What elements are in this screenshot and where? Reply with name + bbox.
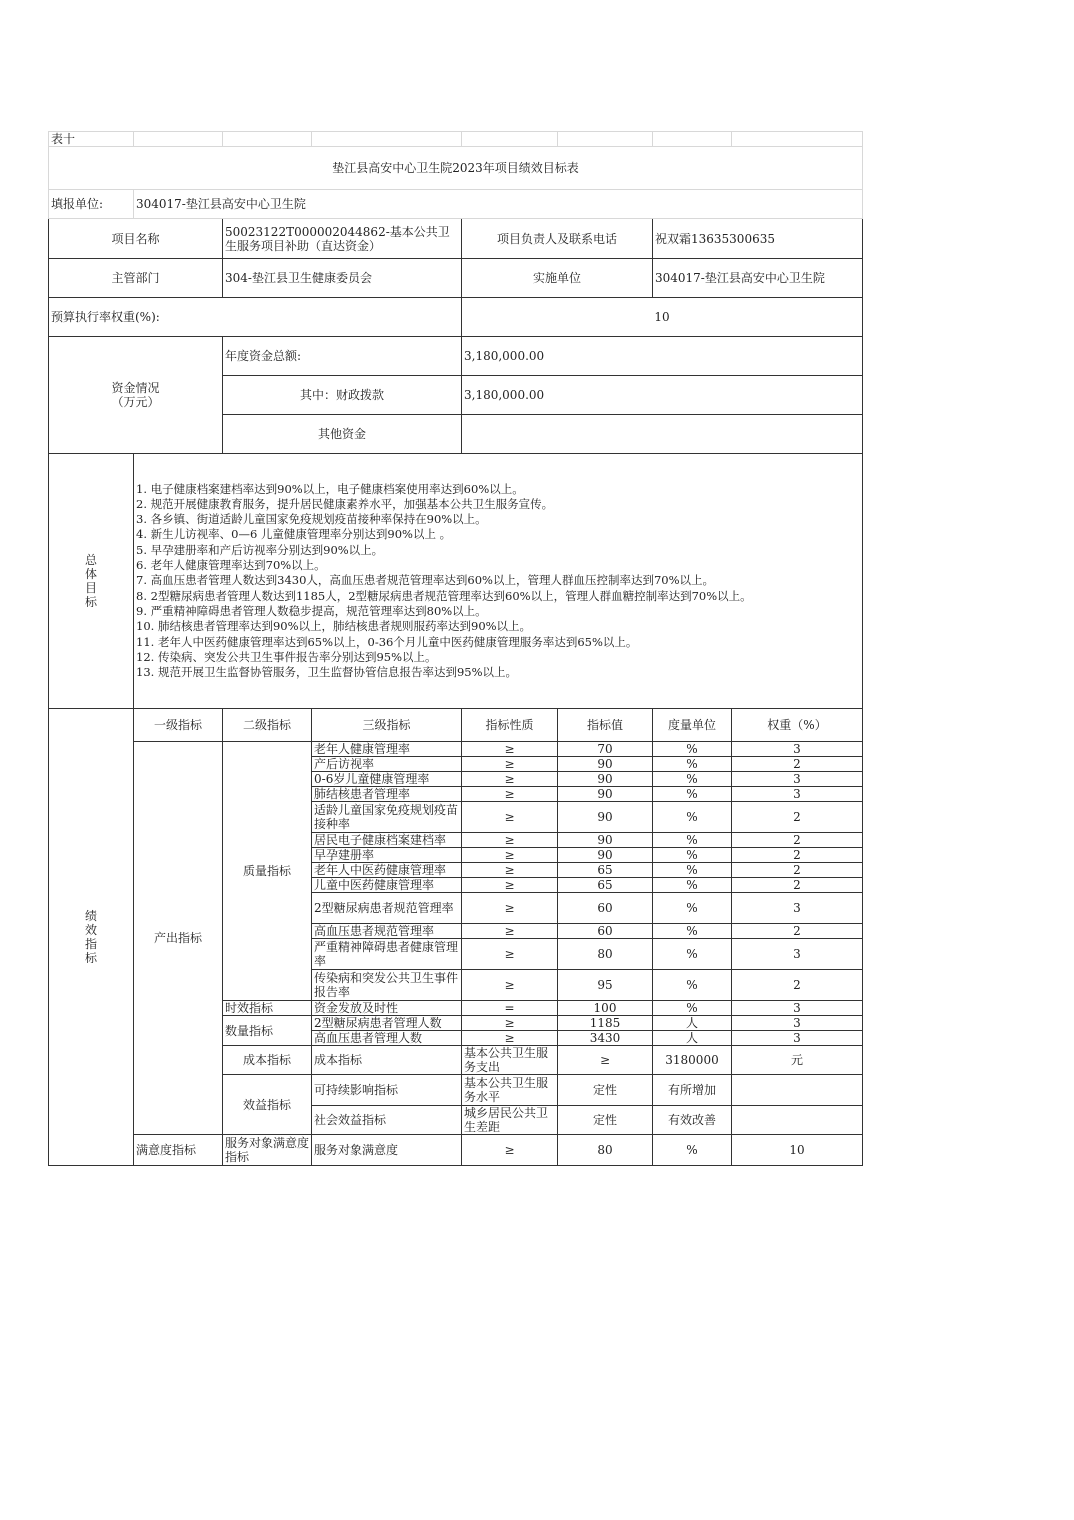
row-name: 0-6岁儿童健康管理率 — [312, 772, 462, 787]
level2-time: 时效指标 — [223, 1001, 312, 1016]
level1-satisfaction: 满意度指标 — [134, 1135, 223, 1166]
row-unit: % — [653, 878, 732, 893]
row-name: 城乡居民公共卫生差距 — [462, 1106, 558, 1135]
row-value: 90 — [558, 833, 653, 848]
row-unit: % — [653, 1135, 732, 1166]
level1-benefit: 效益指标 — [223, 1075, 312, 1135]
impl-value: 304017-垫江县高安中心卫生院 — [653, 259, 863, 298]
row-weight: 3 — [732, 787, 863, 802]
dept-value: 304-垫江县卫生健康委员会 — [223, 259, 462, 298]
row-name: 老年人健康管理率 — [312, 742, 462, 757]
row-value: 70 — [558, 742, 653, 757]
row-unit: % — [653, 802, 732, 833]
row-weight: 3 — [732, 1001, 863, 1016]
goal-item: 5. 早孕建册率和产后访视率分别达到90%以上。 — [136, 542, 384, 557]
funds-fiscal-value: 3,180,000.00 — [462, 376, 863, 415]
row-weight: 2 — [732, 878, 863, 893]
row-weight: 2 — [732, 970, 863, 1001]
row-weight: 3 — [732, 772, 863, 787]
row-value: 90 — [558, 757, 653, 772]
budget-weight-value: 10 — [462, 298, 863, 337]
row-value: 1185 — [558, 1016, 653, 1031]
row-value: 90 — [558, 787, 653, 802]
row-nature: ≥ — [462, 863, 558, 878]
filler-value: 304017-垫江县高安中心卫生院 — [134, 190, 863, 219]
dept-label: 主管部门 — [49, 259, 223, 298]
row-name: 2型糖尿病患者管理人数 — [312, 1016, 462, 1031]
row-weight: 3 — [732, 893, 863, 924]
funds-total-label: 年度资金总额: — [223, 337, 462, 376]
row-nature: ≥ — [462, 1135, 558, 1166]
row-name: 服务对象满意度 — [312, 1135, 462, 1166]
row-value: 90 — [558, 848, 653, 863]
row-name: 适龄儿童国家免疫规划疫苗接种率 — [312, 802, 462, 833]
row-nature: ≥ — [558, 1046, 653, 1075]
funds-other-label: 其他资金 — [223, 415, 462, 454]
row-unit: % — [653, 833, 732, 848]
funds-fiscal-label: 其中：财政拨款 — [223, 376, 462, 415]
row-nature: ≥ — [462, 757, 558, 772]
row-unit: % — [653, 1001, 732, 1016]
goal-item: 7. 高血压患者管理人数达到3430人，高血压患者规范管理率达到60%以上，管理人群血压控制率达到70%以上。 — [136, 573, 715, 588]
goal-item: 2. 规范开展健康教育服务，提升居民健康素养水平，加强基本公共卫生服务宣传。 — [136, 496, 554, 511]
funds-label — [49, 337, 223, 454]
row-unit — [732, 1075, 863, 1106]
row-name: 产后访视率 — [312, 757, 462, 772]
row-value: 3180000 — [653, 1046, 732, 1075]
row-value: 90 — [558, 802, 653, 833]
row-weight: 3 — [732, 939, 863, 970]
page-title: 垫江县高安中心卫生院2023年项目绩效目标表 — [49, 147, 863, 190]
row-unit: % — [653, 924, 732, 939]
performance-table — [48, 131, 863, 1166]
header-level3: 三级指标 — [312, 709, 462, 742]
row-unit: % — [653, 970, 732, 1001]
performance-target-sheet — [48, 131, 862, 1166]
funds-label-line1: 资金情况 — [111, 381, 160, 395]
row-nature: ≥ — [462, 787, 558, 802]
row-value: 80 — [558, 939, 653, 970]
level2-quantity: 数量指标 — [223, 1016, 312, 1046]
row-weight: 2 — [732, 757, 863, 772]
project-owner-value: 祝双霜13635300635 — [653, 219, 863, 259]
row-nature: ≥ — [462, 1016, 558, 1031]
row-weight: 2 — [732, 848, 863, 863]
indicator-side-label: 绩 效 指 标 — [49, 709, 134, 1166]
filler-label: 填报单位: — [49, 190, 134, 219]
row-nature: ≥ — [462, 1031, 558, 1046]
row-name: 传染病和突发公共卫生事件报告率 — [312, 970, 462, 1001]
row-weight: 2 — [732, 924, 863, 939]
row-unit: % — [653, 772, 732, 787]
row-name: 高血压患者管理人数 — [312, 1031, 462, 1046]
funds-total-value: 3,180,000.00 — [462, 337, 863, 376]
level2-quality: 质量指标 — [223, 742, 312, 1001]
row-weight: 2 — [732, 863, 863, 878]
row-name: 儿童中医药健康管理率 — [312, 878, 462, 893]
funds-label-line2: （万元） — [111, 395, 160, 409]
goal-list — [134, 454, 863, 709]
project-name-label: 项目名称 — [49, 219, 223, 259]
row-unit: % — [653, 787, 732, 802]
row-value: 65 — [558, 878, 653, 893]
row-nature: ≥ — [462, 772, 558, 787]
row-name: 肺结核患者管理率 — [312, 787, 462, 802]
row-value: 90 — [558, 772, 653, 787]
budget-weight-label: 预算执行率权重(%): — [49, 298, 462, 337]
goal-item: 9. 严重精神障碍患者管理人数稳步提高，规范管理率达到80%以上。 — [136, 603, 487, 618]
goal-item: 13. 规范开展卫生监督协管服务，卫生监督协管信息报告率达到95%以上。 — [136, 665, 518, 680]
row-name: 资金发放及时性 — [312, 1001, 462, 1016]
row-nature: 定性 — [558, 1075, 653, 1106]
header-value: 指标值 — [558, 709, 653, 742]
goal-item: 1. 电子健康档案建档率达到90%以上，电子健康档案使用率达到60%以上。 — [136, 481, 524, 496]
row-name: 高血压患者规范管理率 — [312, 924, 462, 939]
row-unit: 人 — [653, 1031, 732, 1046]
row-nature: ≥ — [462, 833, 558, 848]
row-nature: ≥ — [462, 970, 558, 1001]
row-weight: 3 — [732, 742, 863, 757]
funds-other-value — [462, 415, 863, 454]
header-weight: 权重（%） — [732, 709, 863, 742]
row-value: 60 — [558, 893, 653, 924]
row-weight: 10 — [732, 1135, 863, 1166]
row-value: 80 — [558, 1135, 653, 1166]
row-unit: % — [653, 757, 732, 772]
row-name: 2型糖尿病患者规范管理率 — [312, 893, 462, 924]
row-nature: ≥ — [462, 742, 558, 757]
row-unit: % — [653, 893, 732, 924]
row-value: 有效改善 — [653, 1106, 732, 1135]
row-nature: ≥ — [462, 939, 558, 970]
level2-sustain: 可持续影响指标 — [312, 1075, 462, 1106]
project-name-value: 50023122T000002044862-基本公共卫生服务项目补助（直达资金） — [223, 219, 462, 259]
row-nature: ≥ — [462, 848, 558, 863]
header-nature: 指标性质 — [462, 709, 558, 742]
row-nature: = — [462, 1001, 558, 1016]
level1-cost: 成本指标 — [223, 1046, 312, 1075]
row-nature: 定性 — [558, 1106, 653, 1135]
row-value: 60 — [558, 924, 653, 939]
row-value: 有所增加 — [653, 1075, 732, 1106]
row-unit: % — [653, 863, 732, 878]
row-value: 100 — [558, 1001, 653, 1016]
impl-label: 实施单位 — [462, 259, 653, 298]
project-owner-label: 项目负责人及联系电话 — [462, 219, 653, 259]
row-value: 3430 — [558, 1031, 653, 1046]
row-name: 老年人中医药健康管理率 — [312, 863, 462, 878]
header-unit: 度量单位 — [653, 709, 732, 742]
row-weight: 2 — [732, 833, 863, 848]
row-weight: 3 — [732, 1031, 863, 1046]
goal-item: 6. 老年人健康管理率达到70%以上。 — [136, 558, 326, 573]
row-nature: ≥ — [462, 924, 558, 939]
goal-item: 10. 肺结核患者管理率达到90%以上，肺结核患者规则服药率达到90%以上。 — [136, 619, 532, 634]
header-level2: 二级指标 — [223, 709, 312, 742]
level1-output: 产出指标 — [134, 742, 223, 1135]
row-unit: % — [653, 939, 732, 970]
header-level1: 一级指标 — [134, 709, 223, 742]
row-weight: 2 — [732, 802, 863, 833]
row-value: 65 — [558, 863, 653, 878]
row-nature: ≥ — [462, 878, 558, 893]
row-unit: % — [653, 848, 732, 863]
row-name: 基本公共卫生服务水平 — [462, 1075, 558, 1106]
goal-item: 11. 老年人中医药健康管理率达到65%以上，0-36个月儿童中医药健康管理服务率达到65%以上。 — [136, 634, 638, 649]
row-unit: 元 — [732, 1046, 863, 1075]
row-name: 基本公共卫生服务支出 — [462, 1046, 558, 1075]
row-nature: ≥ — [462, 893, 558, 924]
table-number: 表十 — [49, 132, 134, 147]
goal-item: 4. 新生儿访视率、0—6 儿童健康管理率分别达到90%以上 。 — [136, 527, 452, 542]
goal-label: 总 体 目 标 — [49, 454, 134, 709]
level2-satisfaction: 服务对象满意度指标 — [223, 1135, 312, 1166]
goal-item: 3. 各乡镇、街道适龄儿童国家免疫规划疫苗接种率保持在90%以上。 — [136, 512, 487, 527]
row-name: 居民电子健康档案建档率 — [312, 833, 462, 848]
level2-cost: 成本指标 — [312, 1046, 462, 1075]
goal-item: 12. 传染病、突发公共卫生事件报告率分别达到95%以上。 — [136, 649, 437, 664]
row-nature: ≥ — [462, 802, 558, 833]
row-unit: 人 — [653, 1016, 732, 1031]
goal-item: 8. 2型糖尿病患者管理人数达到1185人，2型糖尿病患者规范管理率达到60%以上，管理人群血糖控制率达到70%以上。 — [136, 588, 752, 603]
row-name: 早孕建册率 — [312, 848, 462, 863]
row-unit — [732, 1106, 863, 1135]
level2-social: 社会效益指标 — [312, 1106, 462, 1135]
row-weight: 3 — [732, 1016, 863, 1031]
row-value: 95 — [558, 970, 653, 1001]
row-unit: % — [653, 742, 732, 757]
row-name: 严重精神障碍患者健康管理率 — [312, 939, 462, 970]
